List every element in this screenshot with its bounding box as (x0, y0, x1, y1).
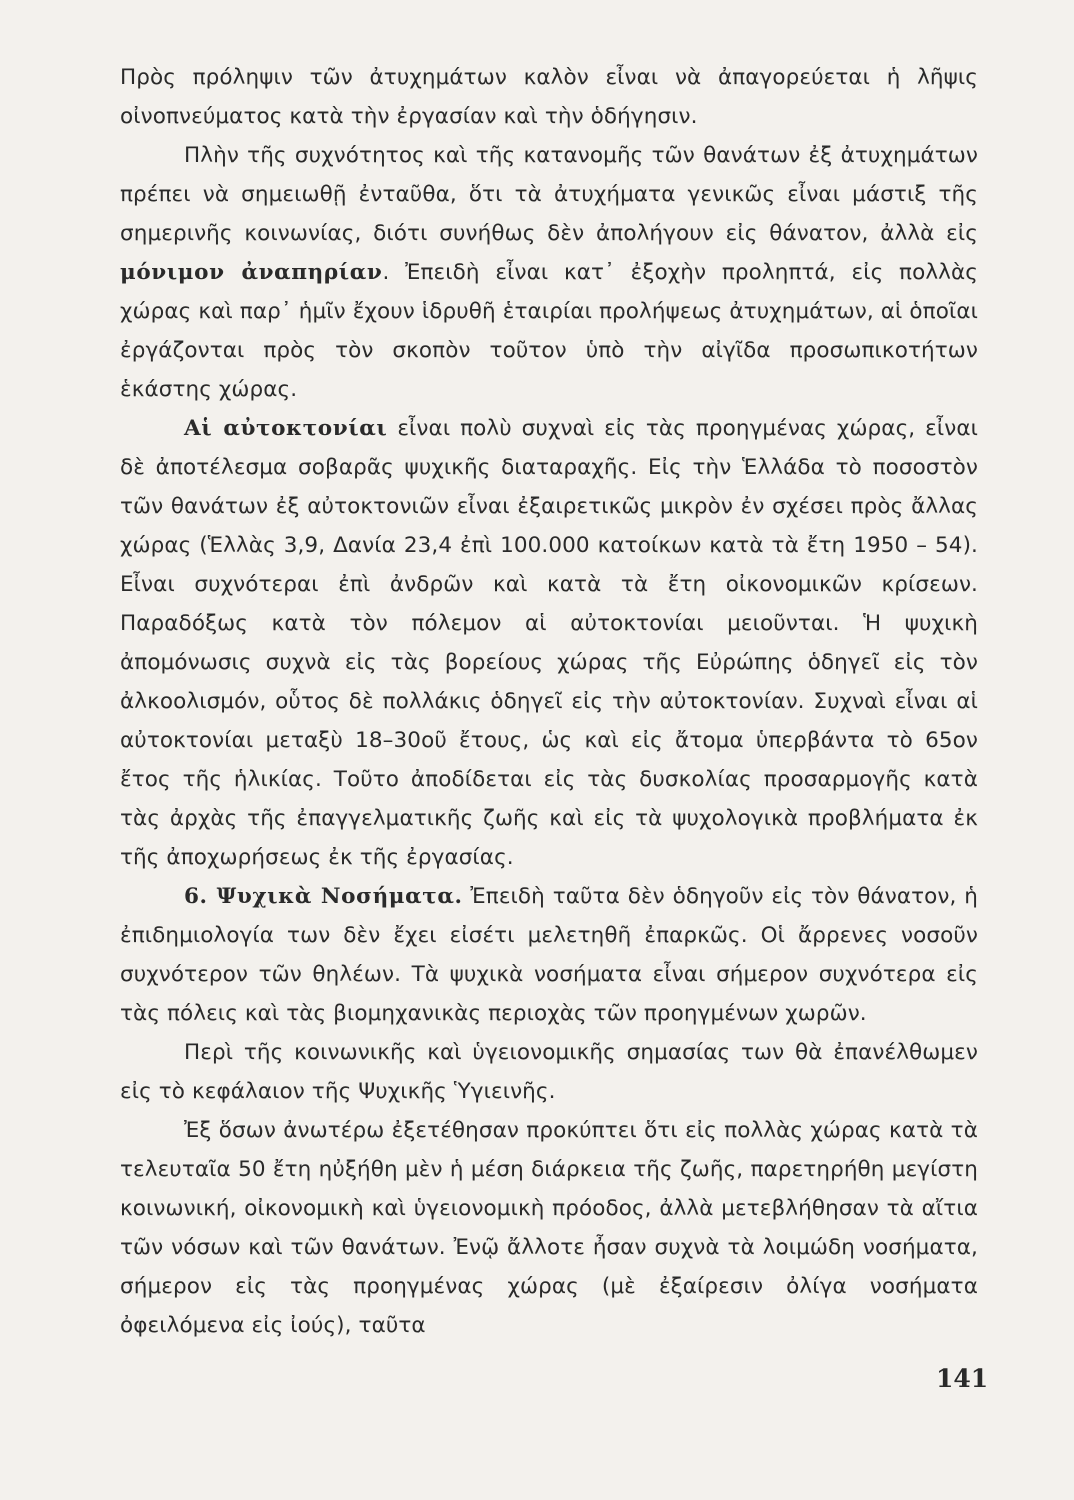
bold-term: μόνιμον ἀναπηρίαν (120, 260, 383, 285)
paragraph-permanent-disability (120, 136, 978, 409)
paragraph-accident-prevention (120, 58, 978, 136)
paragraph-mental-illness (120, 877, 978, 1033)
paragraph-text: . Ἐπειδὴ εἶναι κατ᾽ ἐξοχὴν προληπτά, εἰς πολλὰς χώρας καὶ παρ᾽ ἡμῖν ἔχουν ἱδρυθῆ ἑταιρίαι προλήψεως ἀτυχημάτων, αἱ ὁποῖαι ἐργάζονται πρὸς τὸν σκοπὸν τοῦτον ὑπὸ τὴν αἰγῖδα προσωπικοτήτων ἑκάστης χώρας. (120, 260, 978, 402)
page-number: 141 (936, 1364, 989, 1393)
paragraph-suicides (120, 409, 978, 877)
paragraph-text: Περὶ τῆς κοινωνικῆς καὶ ὑγειονομικῆς σημασίας των θὰ ἐπανέλθωμεν εἰς τὸ κεφάλαιον τῆς Ψυχικῆς Ὑγιεινῆς. (120, 1040, 978, 1104)
paragraph-mental-hygiene-reference (120, 1033, 978, 1111)
paragraph-text: Πρὸς πρόληψιν τῶν ἀτυχημάτων καλὸν εἶναι νὰ ἀπαγορεύεται ἡ λῆψις οἰνοπνεύματος κατὰ τὴν ἐργασίαν καὶ τὴν ὁδήγησιν. (120, 65, 978, 129)
body-text (120, 58, 978, 1345)
paragraph-text: εἶναι πολὺ συχναὶ εἰς τὰς προηγμένας χώρας, εἶναι δὲ ἀποτέλεσμα σοβαρᾶς ψυχικῆς διαταραχῆς. Εἰς τὴν Ἑλλάδα τὸ ποσοστὸν τῶν θανάτων ἐξ αὐτοκτονιῶν εἶναι ἐξαιρετικῶς μικρὸν ἐν σχέσει πρὸς ἄλλας χώρας (Ἑλλὰς 3,9, Δανία 23,4 ἐπὶ 100.000 κατοίκων κατὰ τὰ ἔτη 1950 – 54). Εἶναι συχνότεραι ἐπὶ ἀνδρῶν καὶ κατὰ τὰ ἔτη οἰκονομικῶν κρίσεων. Παραδόξως κατὰ τὸν πόλεμον αἱ αὐτοκτονίαι μειοῦνται. Ἡ ψυχικὴ ἀπομόνωσις συχνὰ εἰς τὰς βορείους χώρας τῆς Εὐρώπης ὁδηγεῖ εἰς τὸν ἀλκοολισμόν, οὗτος δὲ πολλάκις ὁδηγεῖ εἰς τὴν αὐτοκτονίαν. Συχναὶ εἶναι αἱ αὐτοκτονίαι μεταξὺ 18–30οῦ ἔτους, ὡς καὶ εἰς ἄτομα ὑπερβάντα τὸ 65ον ἔτος τῆς ἡλικίας. Τοῦτο ἀποδίδεται εἰς τὰς δυσκολίας προσαρμογῆς κατὰ τὰς ἀρχὰς τῆς ἐπαγγελματικῆς ζωῆς καὶ εἰς τὰ ψυχολογικὰ προβλήματα ἐκ τῆς ἀποχωρήσεως ἐκ τῆς ἐργασίας. (120, 416, 978, 870)
paragraph-conclusion (120, 1111, 978, 1345)
bold-term: Αἱ αὐτοκτονίαι (184, 416, 388, 441)
paragraph-text: Πλὴν τῆς συχνότητος καὶ τῆς κατανομῆς τῶν θανάτων ἐξ ἀτυχημάτων πρέπει νὰ σημειωθῇ ἐνταῦθα, ὅτι τὰ ἀτυχήματα γενικῶς εἶναι μάστιξ τῆς σημερινῆς κοινωνίας, διότι συνήθως δὲν ἀπολήγουν εἰς θάνατον, ἀλλὰ εἰς (120, 143, 978, 246)
paragraph-text: Ἐξ ὅσων ἀνωτέρω ἐξετέθησαν προκύπτει ὅτι εἰς πολλὰς χώρας κατὰ τὰ τελευταῖα 50 ἔτη ηὐξήθη μὲν ἡ μέση διάρκεια τῆς ζωῆς, παρετηρήθη μεγίστη κοινωνική, οἰκονομικὴ καὶ ὑγειονομικὴ πρόοδος, ἀλλὰ μετεβλήθησαν τὰ αἴτια τῶν νόσων καὶ τῶν θανάτων. Ἐνῷ ἄλλοτε ἦσαν συχνὰ τὰ λοιμώδη νοσήματα, σήμερον εἰς τὰς προηγμένας χώρας (μὲ ἐξαίρεσιν ὀλίγα νοσήματα ὀφειλόμενα εἰς ἰούς), ταῦτα (120, 1118, 978, 1338)
section-heading: 6. Ψυχικὰ Νοσήματα. (184, 884, 463, 909)
paragraph-text: Ἐπειδὴ ταῦτα δὲν ὁδηγοῦν εἰς τὸν θάνατον, ἡ ἐπιδημιολογία των δὲν ἔχει εἰσέτι μελετηθῆ ἐπαρκῶς. Οἱ ἄρρενες νοσοῦν συχνότερον τῶν θηλέων. Τὰ ψυχικὰ νοσήματα εἶναι σήμερον συχνότερα εἰς τὰς πόλεις καὶ τὰς βιομηχανικὰς περιοχὰς τῶν προηγμένων χωρῶν. (120, 884, 978, 1026)
